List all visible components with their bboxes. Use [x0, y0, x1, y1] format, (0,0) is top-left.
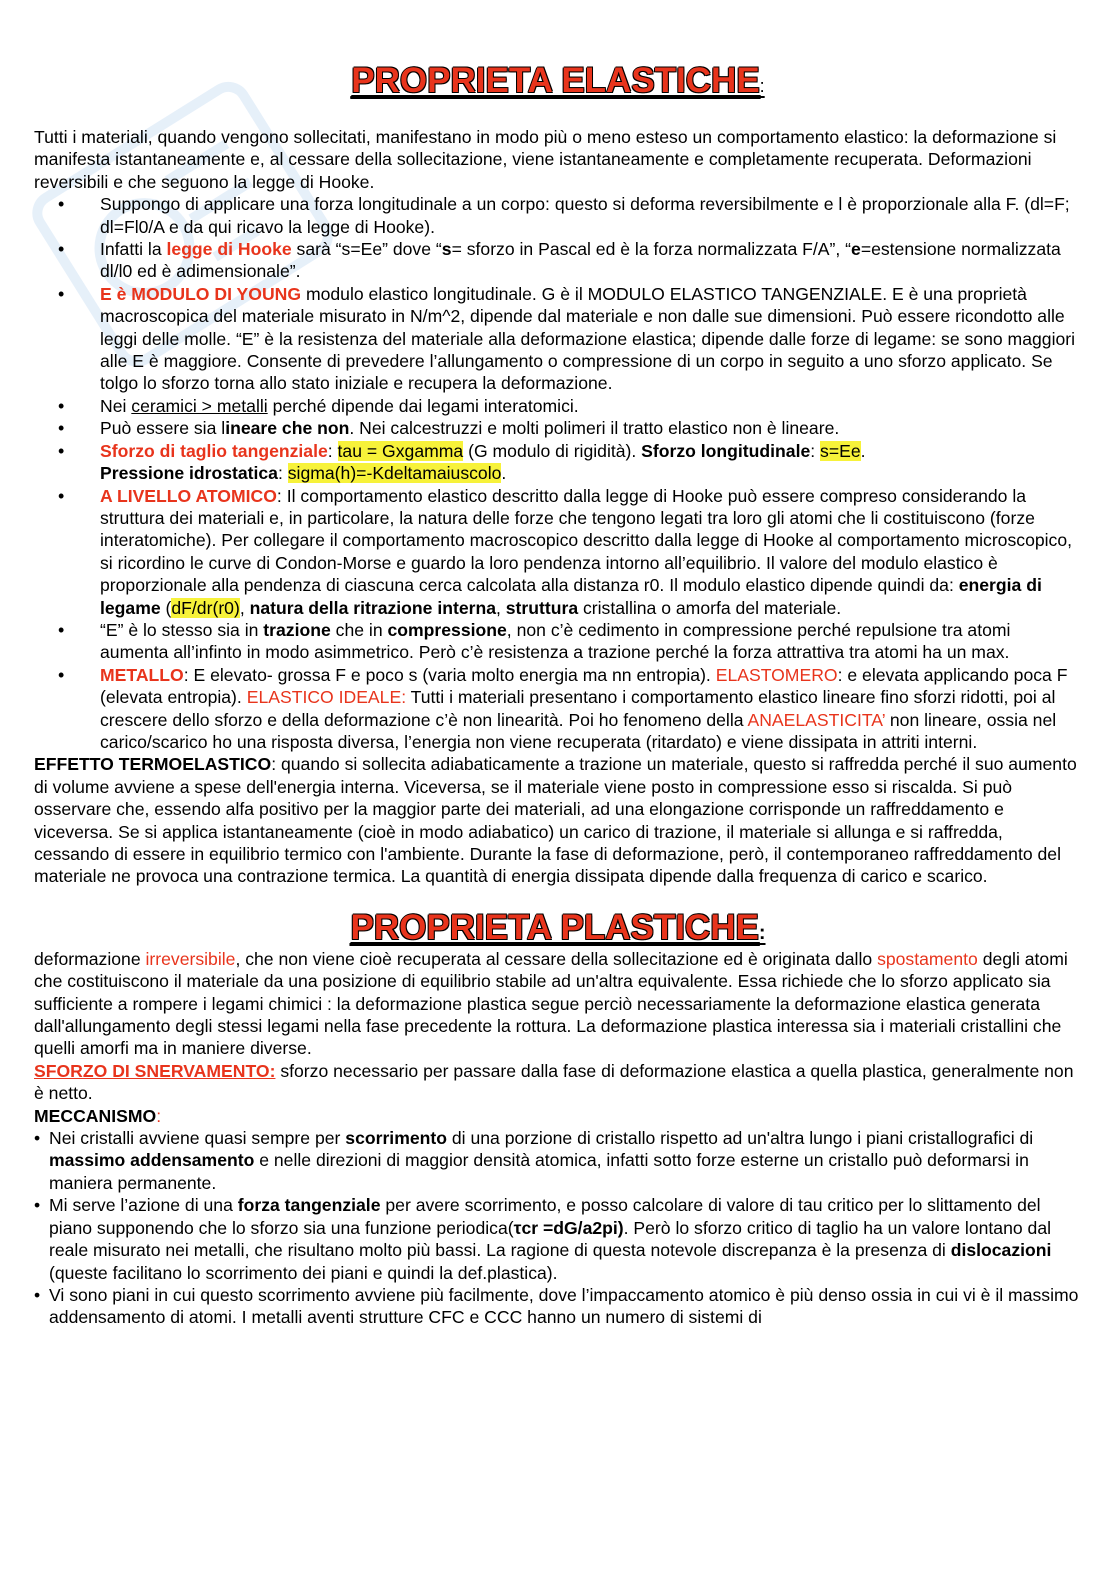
- list-item: • E è MODULO DI YOUNG modulo elastico longitudinale. G è il MODULO ELASTICO TANGENZIALE. E è una proprietà macroscopica del materiale misurato in N/m^2, dipende dal materiale e non dalle sue dimensioni. Può essere ricondotto alle leggi delle molle. “E” è la resistenza del materiale alla deformazione elastica; dipende dalle forze di legame: se sono maggiori alle E è maggiore. Consente di prevedere l’allungamento o compressione di un corpo in seguito a uno sforzo applicato. Se tolgo lo sforzo torna allo stato iniziale e recupera la deformazione.: [34, 283, 1082, 395]
- document-page: [34, 0, 1082, 1329]
- list-item: • METALLO: E elevato- grossa F e poco s (varia molto energia ma nn entropia). ELASTOMERO: e elevata applicando poca F (elevata entropia). ELASTICO IDEALE: Tutti i materiali presentano i comportamento elastico lineare fino sforzi ridotti, poi al crescere dello sforzo e della deformazione c’è non linearità. Poi ho fenomeno della ANAELASTICITA’ non lineare, ossia nel carico/scarico ho una risposta diversa, l’energia non viene recuperata (ritardato) e viene dissipata in attriti interni.: [34, 664, 1082, 754]
- list-item: • Vi sono piani in cui questo scorrimento avviene più facilmente, dove l’impaccamento atomico è più denso ossia in cui vi è il massimo addensamento di atomi. I metalli aventi strutture CFC e CCC hanno un numero di sistemi di: [34, 1284, 1082, 1329]
- list-item: • Suppongo di applicare una forza longitudinale a un corpo: questo si deforma reversibilmente e l è proporzionale alla F. (dl=F; dl=Fl0/A e da qui ricavo la legge di Hooke).: [34, 193, 1082, 238]
- title-plastic-properties: PROPRIETA PLASTICHE:: [350, 907, 766, 947]
- list-item: • Mi serve l’azione di una forza tangenziale per avere scorrimento, e posso calcolare di valore di tau critico per lo slittamento del piano supponendo che lo sforzo sia una funzione periodica(τcr =dG/a2pi). Però lo sforzo critico di taglio ha un valore lontano dal reale misurato nei metalli, che risultano molto più bassi. La ragione di questa notevole discrepanza è la presenza di dislocazioni (queste facilitano lo scorrimento dei piani e quindi la def.plastica).: [34, 1194, 1082, 1284]
- list-item: • “E” è lo stesso sia in trazione che in compressione, non c’è cedimento in compressione perché repulsione tra atomi aumenta all’infinto in modo asimmetrico. Però c’è resistenza a trazione perché la forza attrattiva tra atomi ha un max.: [34, 619, 1082, 664]
- mechanism-bullet-list: [34, 1127, 1082, 1329]
- intro-paragraph: Tutti i materiali, quando vengono sollecitati, manifestano in modo più o meno esteso un comportamento elastico: la deformazione si manifesta istantaneamente e, al cessare della sollecitazione, viene istantaneamente e completamente recuperata. Deformazioni reversibili e che seguono la legge di Hooke.: [34, 127, 1057, 192]
- list-item: • A LIVELLO ATOMICO: Il comportamento elastico descritto dalla legge di Hooke può essere compreso considerando la struttura dei materiali e, in particolare, la natura delle forze che tengono legati tra loro gli atomi che li costituiscono (forze interatomiche). Per collegare il comportamento macroscopico descritto dalla legge di Hooke al comportamento microscopico, si ricordino le curve di Condon-Morse e guardo la loro pendenza intorno all’equilibrio. Il valore del modulo elastico è proporzionale alla pendenza di ciascuna cerca calcolata alla distanza r0. Il modulo elastico dipende quindi da: energia di legame (dF/dr(r0), natura della ritrazione interna, struttura cristallina o amorfa del materiale.: [34, 485, 1082, 619]
- list-item: • Può essere sia lineare che non. Nei calcestruzzi e molti polimeri il tratto elastico non è lineare.: [34, 417, 1082, 439]
- list-item: • Infatti la legge di Hooke sarà “s=Ee” dove “s= sforzo in Pascal ed è la forza normalizzata F/A”, “e=estensione normalizzata dl/l0 ed è adimensionale”.: [34, 238, 1082, 283]
- list-item: • Sforzo di taglio tangenziale: tau = Gxgamma (G modulo di rigidità). Sforzo longitudinale: s=Ee. Pressione idrostatica: sigma(h)=-Kdeltamaiuscolo.: [34, 440, 1082, 485]
- mechanism-heading: MECCANISMO:: [34, 1105, 162, 1126]
- list-item: • Nei ceramici > metalli perché dipende dai legami interatomici.: [34, 395, 1082, 417]
- plastic-paragraph: deformazione irreversibile, che non viene cioè recuperata al cessare della sollecitazione ed è originata dallo spostamento degli atomi che costituiscono il materiale da una posizione di equilibrio stabile ad un'altra equivalente. Essa richiede che lo sforzo applicato sia sufficiente a rompere i legami chimici : la deformazione plastica segue perciò necessariamente la deformazione elastica generata dall'allungamento degli stessi legami nella fase precedente la rottura. La deformazione plastica interessa sia i materiali cristallini che quelli amorfi ma in maniere diverse.: [34, 948, 1068, 1059]
- thermoelastic-paragraph: EFFETTO TERMOELASTICO: quando si sollecita adiabaticamente a trazione un materiale, questo si raffredda perché il suo aumento di volume avviene a spese dell'energia interna. Viceversa, se il materiale viene posto in compressione esso si riscalda. Si può osservare che, essendo alfa positivo per la maggior parte dei materiali, ad una elongazione corrisponde un raffreddamento e viceversa. Se si applica istantaneamente (cioè in modo adiabatico) un carico di trazione, il materiale si allunga e si raffredda, cessando di essere in equilibrio termico con l'ambiente. Durante la fase di deformazione, però, il contemporaneo raffreddamento del materiale ne provoca una contrazione termica. La quantità di energia dissipata dipende dalla frequenza di carico e scarico.: [34, 754, 1077, 887]
- list-item: • Nei cristalli avviene quasi sempre per scorrimento di una porzione di cristallo rispetto ad un'altra lungo i piani cristallografici di massimo addensamento e nelle direzioni di maggior densità atomica, infatti sotto forze esterne un cristallo può deformarsi in maniera permanente.: [34, 1127, 1082, 1194]
- yield-stress-paragraph: SFORZO DI SNERVAMENTO: sforzo necessario per passare dalla fase di deformazione elastica a quella plastica, generalmente non è netto.: [34, 1060, 1074, 1104]
- elastic-bullet-list: [34, 193, 1082, 753]
- title-elastic-properties: PROPRIETA ELASTICHE:: [351, 61, 765, 100]
